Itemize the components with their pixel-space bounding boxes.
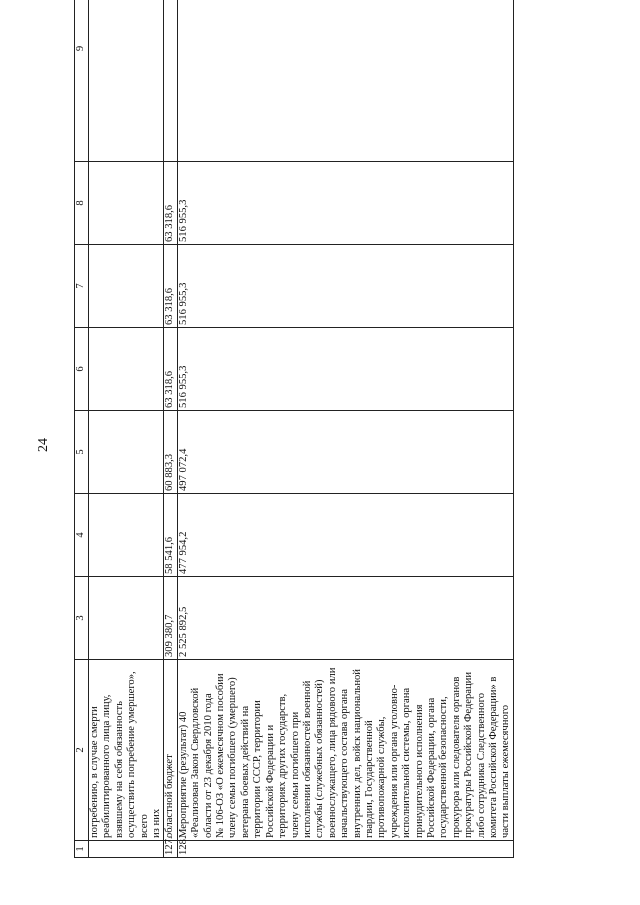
description-line: территориях других государств,: [277, 693, 289, 838]
column-header-8: 8: [75, 162, 89, 245]
description-line: принудительного исполнения: [413, 704, 425, 838]
column-header-4: 4: [75, 494, 89, 577]
header-row: [75, 0, 89, 858]
column-header-5: 5: [75, 411, 89, 494]
description-line: «Реализован Закон Свердловской: [190, 687, 202, 838]
description-line: Российской Федерации, органа: [425, 697, 437, 838]
row-description: [177, 660, 513, 841]
cell-col9: [177, 0, 513, 162]
cell-col4: [89, 494, 164, 577]
row-number: 128.: [177, 841, 513, 858]
description-line: взявшему на себя обязанность: [113, 700, 125, 838]
description-line: гвардии, Государственной: [363, 720, 375, 838]
cell-col6: 516 955,3: [177, 328, 513, 411]
row-number: 127.: [164, 841, 177, 858]
column-header-6: 6: [75, 328, 89, 411]
description-line: всего: [138, 814, 150, 838]
cell-col7: 63 318,6: [164, 245, 177, 328]
column-header-9: 9: [75, 0, 89, 162]
cell-col9: [164, 0, 177, 162]
cell-col3: [89, 577, 164, 660]
cell-col5: [89, 411, 164, 494]
description-line: реабилитированного лица лицу,: [101, 694, 113, 838]
column-header-3: 3: [75, 577, 89, 660]
description-line: № 106-ОЗ «О ежемесячном пособии: [215, 673, 227, 838]
cell-col8: 63 318,6: [164, 162, 177, 245]
description-line: ветерана боевых действий на: [239, 705, 251, 838]
cell-col4: 58 541,6: [164, 494, 177, 577]
cell-col5: 60 883,3: [164, 411, 177, 494]
row-description: областной бюджет: [164, 660, 177, 841]
description-line: военнослужащего, лица рядового или: [326, 667, 338, 838]
description-line: Мероприятие (результат) 40: [177, 711, 189, 838]
description-line: члену семьи погибшего при: [289, 711, 301, 838]
cell-col9: [89, 0, 164, 162]
description-line: государственной безопасности,: [438, 696, 450, 838]
table-row-continuation: [89, 0, 164, 858]
cell-col7: [89, 245, 164, 328]
column-header-2: 2: [75, 660, 89, 841]
budget-table: [74, 0, 514, 858]
cell-col3: 2 525 892,5: [177, 577, 513, 660]
cell-col6: [89, 328, 164, 411]
cell-col8: [89, 162, 164, 245]
cell-col3: 309 380,7: [164, 577, 177, 660]
description-line: исполнении обязанностей военной: [301, 680, 313, 838]
description-line: противопожарной службы,: [376, 716, 388, 838]
cell-col4: 477 954,2: [177, 494, 513, 577]
cell-col5: 497 072,4: [177, 411, 513, 494]
column-header-7: 7: [75, 245, 89, 328]
cell-col8: 516 955,3: [177, 162, 513, 245]
page-number: 24: [36, 438, 51, 452]
description-line: исполнительной системы, органа: [401, 687, 413, 838]
description-line: члену семьи погибшего (умершего): [227, 677, 239, 838]
description-line: из них: [151, 808, 163, 838]
description-line: внутренних дел, войск национальной: [351, 669, 363, 838]
description-line: прокурора или следователя органов: [450, 676, 462, 838]
description-line: области от 23 декабря 2010 года: [202, 693, 214, 838]
description-line: начальствующего состава органа: [339, 689, 351, 838]
description-line: службы (служебных обязанностей): [314, 679, 326, 838]
description-line: части выплаты ежемесячного: [500, 704, 512, 838]
description-line: прокуратуры Российской Федерации: [463, 671, 475, 838]
cell-col6: 63 318,6: [164, 328, 177, 411]
cell-col7: 516 955,3: [177, 245, 513, 328]
table-row-128: [177, 0, 513, 858]
description-line: комитета Российской Федерации» в: [488, 676, 499, 838]
description-line: осуществить погребение умершего»,: [126, 671, 138, 838]
row-number: [89, 841, 164, 858]
description-line: Российской Федерации и: [264, 724, 276, 838]
row-description: [89, 660, 164, 841]
description-line: территории СССР, территории: [252, 700, 264, 838]
description-line: погребению, в случае смерти: [89, 706, 100, 838]
rotated-page: [74, 36, 600, 858]
column-header-1: 1: [75, 841, 89, 858]
description-line: либо сотрудника Следственного: [475, 692, 487, 838]
description-line: учреждения или органа уголовно-: [388, 684, 400, 838]
table-row-127: [164, 0, 177, 858]
